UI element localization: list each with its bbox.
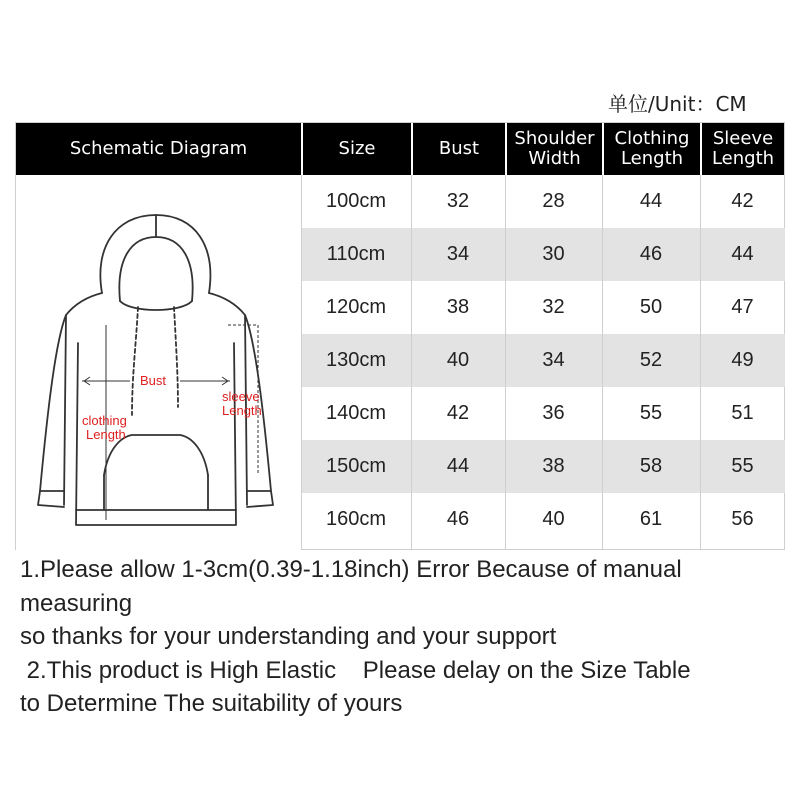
grid-line — [301, 175, 302, 550]
unit-label: 单位/Unit：CM — [608, 92, 747, 116]
table-row — [301, 281, 785, 334]
note-line: to Determine The suitability of yours — [20, 690, 403, 717]
grid-line — [602, 175, 603, 550]
cell-size: 140cm — [325, 402, 387, 424]
cell-size: 120cm — [325, 296, 387, 318]
cell-sleeve: 42 — [731, 190, 754, 212]
note-line: so thanks for your understanding and your support — [20, 623, 557, 650]
cell-shoulder: 36 — [542, 402, 565, 424]
hoodie-illustration — [16, 175, 301, 550]
note-line: measuring — [20, 589, 133, 617]
header-clothing-line1: Clothing — [614, 128, 690, 149]
header-bust-text: Bust — [438, 138, 480, 159]
grid-line — [700, 175, 701, 550]
size-notes — [20, 553, 790, 721]
cell-clothing: 44 — [639, 190, 663, 212]
cell-bust: 32 — [446, 190, 470, 212]
cell-shoulder: 32 — [542, 296, 565, 318]
header-shoulder-line2: Width — [528, 148, 581, 169]
cell-shoulder: 28 — [542, 190, 565, 212]
header-clothing-length — [602, 123, 700, 175]
cell-size: 100cm — [325, 190, 387, 212]
cell-size: 130cm — [325, 349, 387, 371]
header-size-text: Size — [338, 138, 376, 159]
header-clothing-line2: Length — [620, 148, 684, 169]
size-table — [15, 122, 785, 550]
schematic-diagram — [16, 175, 301, 550]
cell-clothing: 46 — [639, 243, 663, 265]
cell-bust: 38 — [446, 296, 470, 318]
cell-shoulder: 34 — [542, 349, 565, 371]
header-sleeve-length — [700, 123, 784, 175]
table-row — [301, 387, 785, 440]
cell-sleeve: 56 — [731, 508, 754, 530]
cell-bust: 40 — [446, 349, 470, 371]
diagram-label-sleeve-2: Length — [222, 403, 262, 418]
cell-bust: 44 — [446, 455, 470, 477]
header-schematic-diagram-text: Schematic Diagram — [69, 138, 248, 159]
cell-bust: 42 — [446, 402, 470, 424]
cell-size: 160cm — [325, 508, 387, 530]
header-sleeve-line2: Length — [711, 148, 775, 169]
cell-bust: 34 — [446, 243, 470, 265]
table-row — [301, 334, 785, 387]
header-schematic-diagram — [16, 123, 301, 175]
table-row — [301, 175, 785, 228]
cell-clothing: 50 — [639, 296, 663, 318]
header-sleeve-line1: Sleeve — [712, 128, 774, 149]
cell-clothing: 58 — [639, 455, 663, 477]
cell-sleeve: 51 — [731, 402, 754, 424]
cell-size: 150cm — [325, 455, 387, 477]
grid-line — [411, 175, 412, 550]
cell-shoulder: 30 — [542, 243, 565, 265]
cell-bust: 46 — [446, 508, 470, 530]
diagram-label-clothing-1: clothing — [82, 413, 127, 428]
diagram-label-bust: Bust — [140, 373, 167, 388]
diagram-label-clothing-2: Length — [86, 427, 126, 442]
cell-sleeve: 49 — [731, 349, 754, 371]
cell-size: 110cm — [326, 243, 386, 265]
header-shoulder-width — [505, 123, 602, 175]
note-line: 1.Please allow 1-3cm(0.39-1.18inch) Error Because of manual — [20, 556, 682, 583]
diagram-label-sleeve-1: sleeve — [222, 389, 260, 404]
table-row — [301, 440, 785, 493]
cell-clothing: 61 — [639, 508, 663, 530]
cell-sleeve: 47 — [731, 296, 754, 318]
header-bust — [411, 123, 505, 175]
note-line: 2.This product is High Elastic Please delay on the Size Table — [20, 656, 691, 684]
header-shoulder-line1: Shoulder — [514, 128, 595, 149]
cell-clothing: 52 — [639, 349, 663, 371]
cell-sleeve: 44 — [731, 243, 754, 265]
cell-shoulder: 40 — [542, 508, 565, 530]
cell-sleeve: 55 — [731, 455, 754, 477]
table-row — [301, 228, 785, 281]
table-row — [301, 493, 785, 550]
cell-shoulder: 38 — [542, 455, 565, 477]
header-size — [301, 123, 411, 175]
grid-line — [505, 175, 506, 550]
cell-clothing: 55 — [639, 402, 663, 424]
